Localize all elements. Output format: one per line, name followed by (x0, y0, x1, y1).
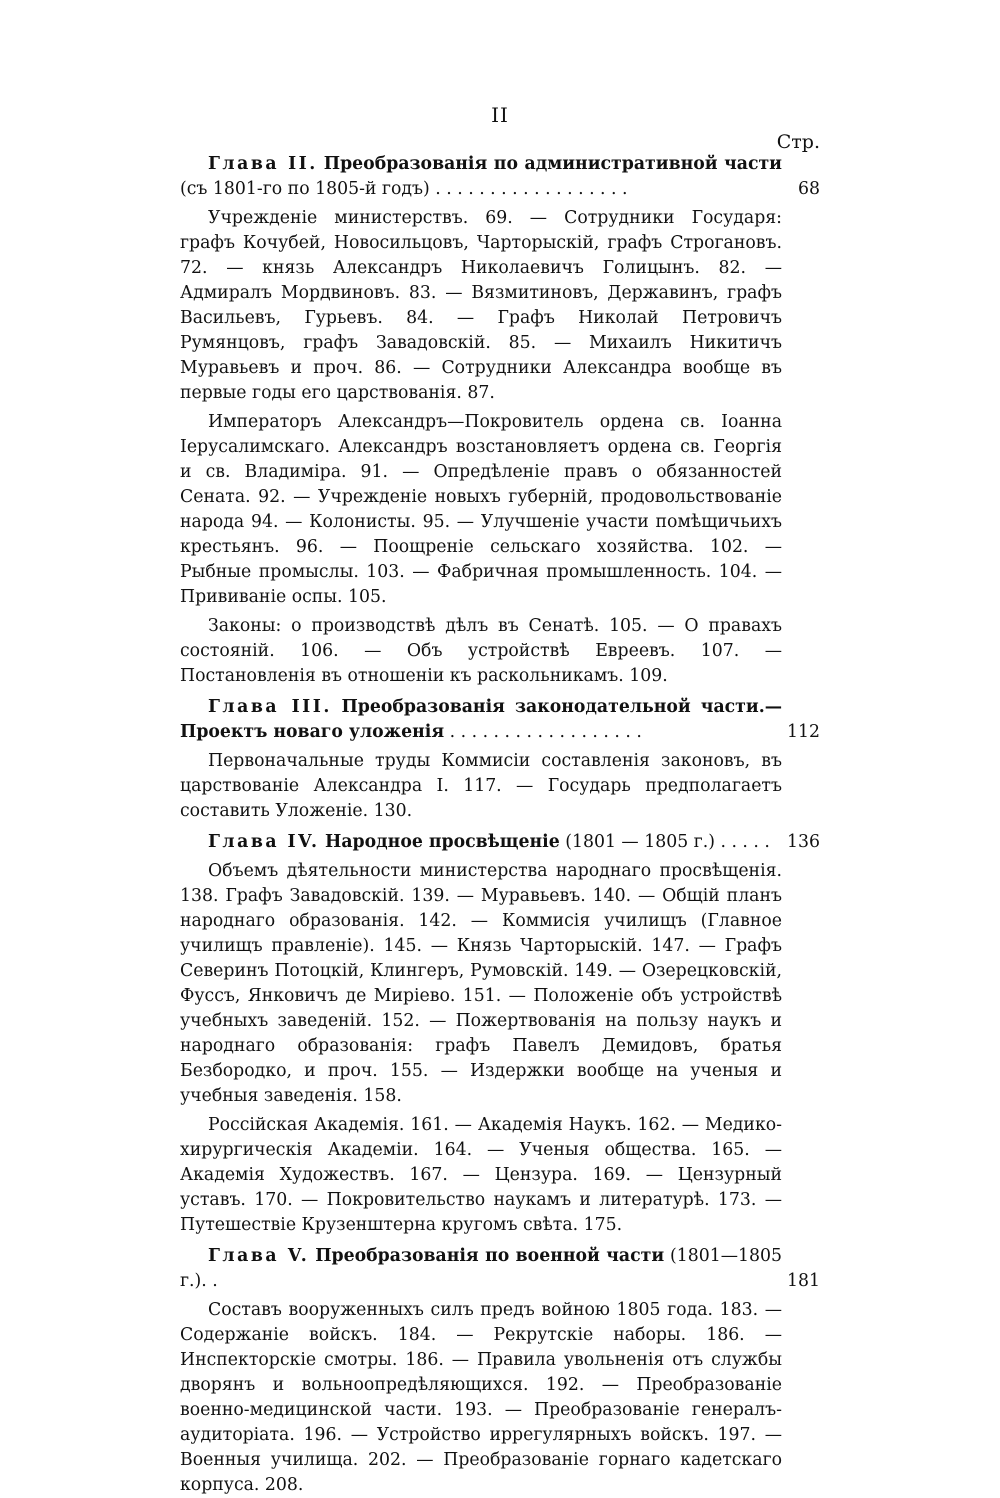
toc-entry-chapter-3[interactable] (180, 695, 820, 745)
toc-entry-chapter-2[interactable] (180, 152, 820, 202)
chapter-label: Глава III. (208, 697, 332, 717)
chapter-title-rest: (1801 — 1805 г.) . . . . . (565, 832, 770, 852)
chapter-title: Преобразованія по административной части (323, 154, 783, 174)
chapter-label: Глава V. (208, 1246, 310, 1266)
summary-paragraph: Первоначальные труды Коммисіи составленія законовъ, въ царствованіе Александра I. 117. — Государь предполагаетъ составить Уложеніе. 130. (180, 751, 782, 821)
chapter-title-rest: . . . . . . . . . . . . . . . . . . (449, 722, 642, 742)
toc-entry-text (180, 830, 782, 855)
chapter-label: Глава II. (208, 154, 318, 174)
chapter-title: Народное просвѣщеніе (325, 832, 560, 852)
toc-entry-chapter-5[interactable] (180, 1244, 820, 1294)
summary-paragraph: Россійская Академія. 161. — Академія Наукъ. 162. — Медико-хирургическія Академіи. 164. — Ученыя общества. 165. — Академія Художествъ. 167. — Цензура. 169. — Цензурный уставъ. 170. — Покровительство наукамъ и литературѣ. 173. — Путешествіе Крузенштерна кругомъ свѣта. 175. (180, 1115, 782, 1235)
chapter-title-rest: (1801—1805 г.). . (180, 1246, 783, 1291)
summary-paragraph: Составъ вооруженныхъ силъ предъ войною 1805 года. 183. — Содержаніе войскъ. 184. — Рекрутскіе наборы. 186. — Инспекторскіе смотры. 186. — Правила увольненія отъ службы дворянъ и вольноопредѣляющихся. 192. — Преобразованіе военно-медицинской части. 193. — Преобразованіе генералъ-аудиторіата. 196. — Устройство иррегулярныхъ войскъ. 197. — Военныя училища. 202. — Преобразованіе горнаго кадетскаго корпуса. 208. (180, 1300, 782, 1495)
summary-paragraph: Учрежденіе министерствъ. 69. — Сотрудники Государя: графъ Кочубей, Новосильцовъ, Чарторыскій, графъ Строгановъ. 72. — князь Александръ Николаевичъ Голицынъ. 82. — Адмиралъ Мордвиновъ. 83. — Вязмитиновъ, Державинъ, графъ Васильевъ, Гурьевъ. 84. — Графъ Николай Петровичъ Румянцовъ, графъ Завадовскій. 85. — Михаилъ Никитичъ Муравьевъ и проч. 86. — Сотрудники Александра вообще въ первые годы его царствованія. 87. (180, 208, 782, 403)
page-ref: 112 (787, 722, 820, 742)
chapter-title: Преобразованія законодательной части.—Проектъ новаго уложенія (180, 697, 782, 742)
chapter-label: Глава IV. (208, 832, 320, 852)
summary-paragraph: Законы: о производствѣ дѣлъ въ Сенатѣ. 105. — О правахъ состояній. 106. — Объ устройствѣ Евреевъ. 107. — Постановленія въ отношеніи къ раскольникамъ. 109. (180, 616, 782, 686)
toc-entry-text (180, 152, 782, 202)
toc-entry-text (180, 1244, 782, 1294)
chapter-title: Преобразованія по военной части (315, 1246, 665, 1266)
table-of-contents (180, 152, 820, 1498)
chapter-title-rest: (съ 1801-го по 1805-й годъ) . . . . . . . . . . . . . . . . . . (180, 179, 628, 199)
summary-paragraph: Объемъ дѣятельности министерства народнаго просвѣщенія. 138. Графъ Завадовскій. 139. — Муравьевъ. 140. — Общій планъ народнаго образованія. 142. — Коммисія училищъ (Главное училищъ правленіе). 145. — Князь Чарторыскій. 147. — Графъ Северинъ Потоцкій, Клингеръ, Румовскій. 149. — Озерецковскій, Фуссъ, Янковичъ де Миріево. 151. — Положеніе объ устройствѣ учебныхъ заведеній. 152. — Пожертвованія на пользу наукъ и народнаго образованія: графъ Павелъ Демидовъ, братья Безбородко, и проч. 155. — Издержки вообще на ученыя и учебныя заведенія. 158. (180, 861, 782, 1106)
toc-entry-chapter-4[interactable] (180, 830, 820, 855)
page-ref: 68 (798, 179, 820, 199)
page-ref: 136 (787, 832, 820, 852)
page-number: II (491, 103, 509, 127)
page-ref: 181 (787, 1271, 820, 1291)
page-column-label: Стр. (776, 131, 820, 153)
toc-entry-text (180, 695, 782, 745)
summary-paragraph: Императоръ Александръ—Покровитель ордена св. Іоанна Іерусалимскаго. Александръ возстановляетъ ордена св. Георгія и св. Владиміра. 91. — Опредѣленіе правъ о обязанностей Сената. 92. — Учрежденіе новыхъ губерній, продовольствованіе народа 94. — Колонисты. 95. — Улучшеніе участи помѣщичьихъ крестьянъ. 96. — Поощреніе сельскаго хозяйства. 102. — Рыбные промыслы. 103. — Фабричная промышленность. 104. — Прививаніе оспы. 105. (180, 412, 782, 607)
